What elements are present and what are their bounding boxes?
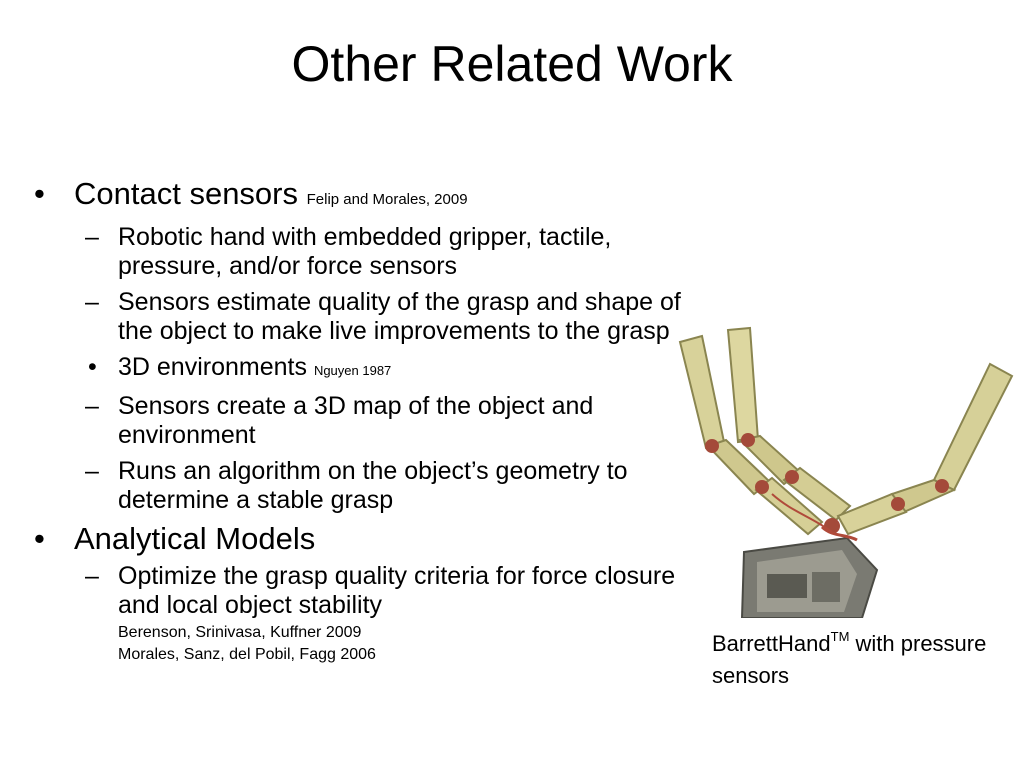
robotic-hand-image	[672, 322, 1017, 618]
subbullet-sensors-estimate	[30, 288, 710, 346]
dash-marker: –	[85, 562, 99, 590]
reference-item: Berenson, Srinivasa, Kuffner 2009	[118, 624, 362, 641]
caption-name: BarrettHand	[712, 631, 831, 656]
bullet-citation: Nguyen 1987	[313, 363, 392, 378]
slide-title: Other Related Work	[291, 36, 733, 92]
bullet-marker: •	[88, 353, 97, 381]
bullet-list	[30, 177, 710, 666]
dash-marker: –	[85, 223, 99, 251]
subbullet-text: Optimize the grasp quality criteria for force closure and local object stability	[118, 562, 676, 619]
caption-text: with pressure sensors	[712, 631, 987, 688]
dash-marker: –	[85, 392, 99, 420]
subbullet-robotic-hand	[30, 223, 710, 281]
bullet-contact-sensors	[30, 177, 710, 217]
subbullet-3d-environments	[30, 353, 710, 385]
bullet-citation: Felip and Morales, 2009	[306, 191, 468, 208]
bullet-marker: •	[34, 176, 45, 211]
reference-list	[30, 622, 710, 666]
subbullet-text: Runs an algorithm on the object’s geometry to determine a stable grasp	[118, 457, 628, 514]
bullet-marker: •	[34, 521, 45, 556]
subbullet-text: Sensors estimate quality of the grasp and shape of the object to make live improvements to the grasp	[118, 288, 681, 345]
bullet-analytical-models	[30, 522, 710, 556]
subbullet-text: Sensors create a 3D map of the object and environment	[118, 392, 594, 449]
subbullet-text: Robotic hand with embedded gripper, tactile, pressure, and/or force sensors	[118, 223, 612, 280]
subbullet-text: 3D environments	[118, 353, 314, 381]
robotic-hand-illustration	[672, 322, 1017, 618]
dash-marker: –	[85, 288, 99, 316]
bullet-text: Contact sensors	[74, 176, 307, 211]
subbullet-algorithm	[30, 457, 710, 515]
figure-caption	[712, 628, 1002, 692]
dash-marker: –	[85, 457, 99, 485]
subbullet-optimize	[30, 562, 710, 620]
subbullet-3d-map	[30, 392, 710, 450]
caption-trademark: TM	[830, 629, 850, 644]
bullet-text: Analytical Models	[74, 521, 316, 556]
reference-item: Morales, Sanz, del Pobil, Fagg 2006	[118, 646, 376, 663]
